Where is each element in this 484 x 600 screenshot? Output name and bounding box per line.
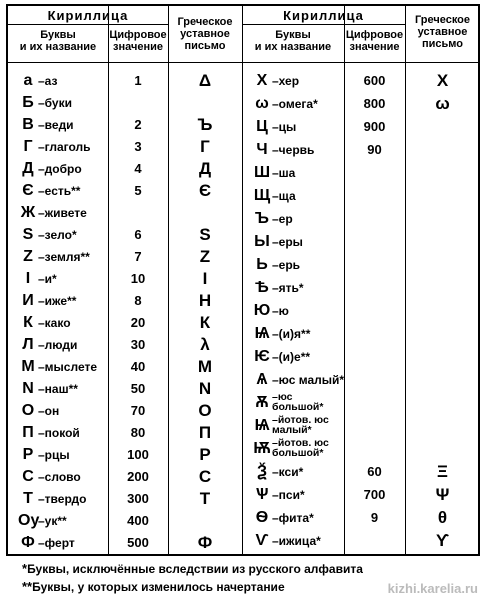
letter-name: –ер [272, 212, 293, 226]
greek-glyph: Ф [197, 533, 213, 552]
letter-name: –покой [38, 426, 80, 440]
numeric-value: 70 [130, 403, 146, 418]
letter-name: –люди [38, 338, 78, 352]
numeric-value: 3 [134, 139, 142, 154]
greek-glyph: Д [198, 159, 212, 178]
numeric-value: 400 [127, 513, 149, 528]
letter-name: –ферт [38, 536, 75, 550]
letter-name: –червь [272, 143, 315, 157]
greek-glyph: Χ [436, 71, 449, 90]
numeric-value: 50 [130, 381, 146, 396]
table-row [8, 117, 480, 137]
letter-name: –кси* [272, 465, 304, 479]
letter-glyph: Ѵ [255, 532, 269, 549]
greek-glyph: Г [200, 137, 210, 156]
numeric-value: 20 [130, 315, 146, 330]
letter-glyph: Ѧ [256, 371, 268, 388]
letters-header-left: Буквы и их название [19, 29, 97, 53]
greek-glyph: Є [198, 181, 212, 200]
numeric-value: 1 [134, 73, 142, 88]
greek-glyph: Ξ [437, 462, 448, 481]
letter-glyph: Ѩ [254, 417, 270, 434]
greek-glyph: Н [198, 291, 212, 310]
letter-glyph: Д [22, 160, 34, 177]
cyrillic-header-left: Кириллица [47, 8, 129, 23]
letter-glyph: Ѥ [254, 348, 270, 365]
letter-name: –рцы [38, 448, 70, 462]
letter-name: –аз [38, 74, 58, 88]
numeric-value: 10 [130, 271, 146, 286]
letter-glyph: Щ [253, 187, 271, 204]
numeric-value: 200 [127, 469, 149, 484]
numeric-value: 5 [134, 183, 142, 198]
greek-glyph: Ѕ [199, 225, 211, 244]
table-row [8, 278, 480, 298]
greek-glyph: І [202, 269, 208, 288]
letter-name: –юс большой* [272, 391, 324, 413]
greek-glyph: ω [435, 94, 450, 113]
letter-name: –буки [38, 96, 72, 110]
letters-header-right: Буквы и их название [254, 29, 332, 53]
letter-glyph: Оу [18, 512, 40, 529]
letter-name: –мыслете [38, 360, 98, 374]
letter-name: –ща [272, 189, 296, 203]
table-row [8, 232, 480, 252]
greek-glyph: Т [199, 489, 211, 508]
letter-name: –пси* [272, 488, 305, 502]
letter-glyph: Ш [253, 164, 271, 181]
letter-glyph: И [22, 292, 34, 309]
letter-name: –хер [272, 74, 300, 88]
table-row [8, 94, 480, 114]
numeric-value: 30 [130, 337, 146, 352]
letter-name: –еры [272, 235, 303, 249]
greek-glyph: С [198, 467, 212, 486]
letter-name: –йотов. юс большой* [272, 437, 329, 459]
table-row [8, 439, 480, 459]
numeric-value: 900 [363, 119, 386, 134]
letter-glyph: а [23, 72, 33, 89]
letter-glyph: Ѫ [255, 394, 269, 411]
numeric-value: 60 [367, 464, 382, 479]
table-row [8, 140, 480, 160]
numeric-value: 300 [127, 491, 149, 506]
letter-name: –фита* [272, 511, 314, 525]
letter-name: –земля** [38, 250, 90, 264]
table-row [8, 370, 480, 390]
letter-glyph: Т [23, 490, 33, 507]
greek-header-right: Греческое уставное письмо [414, 14, 471, 50]
letter-name: –слово [38, 470, 81, 484]
footnotes [22, 560, 363, 596]
numeric-value: 90 [367, 142, 382, 157]
letter-glyph: П [22, 424, 34, 441]
numeric-value: 7 [134, 249, 142, 264]
digit-header-left: Цифровое значение [109, 29, 167, 53]
numeric-value: 100 [127, 447, 149, 462]
greek-glyph: Р [199, 445, 211, 464]
greek-glyph: П [198, 423, 212, 442]
letter-glyph: Ц [256, 118, 268, 135]
letter-name: –ша [272, 166, 296, 180]
numeric-value: 9 [370, 510, 379, 525]
table-row [8, 209, 480, 229]
digit-header-right: Цифровое значение [345, 29, 404, 53]
letter-glyph: Ѕ [22, 226, 34, 243]
greek-glyph: λ [200, 335, 210, 354]
letter-glyph: Ф [21, 534, 35, 551]
letter-glyph: О [21, 402, 35, 419]
letter-name: –ю [272, 304, 289, 318]
letter-name: –зело* [38, 228, 77, 242]
letter-name: –и* [38, 272, 57, 286]
table-row [8, 531, 480, 551]
table-row [8, 71, 480, 91]
letter-glyph: Ѩ [254, 325, 270, 342]
letter-name: –ерь [272, 258, 301, 272]
letter-name: –како [38, 316, 71, 330]
letter-glyph: Х [256, 72, 268, 89]
letter-glyph: Б [22, 94, 34, 111]
numeric-value: 6 [134, 227, 142, 242]
letter-glyph: Ѳ [255, 509, 269, 526]
table-row [8, 347, 480, 367]
letter-name: –живете [38, 206, 87, 220]
numeric-value: 2 [134, 117, 142, 132]
letter-name: –омега* [272, 97, 318, 111]
table-row [8, 163, 480, 183]
letter-glyph: Ч [256, 141, 268, 158]
letter-glyph: Ь [256, 256, 268, 273]
letter-name: –твердо [38, 492, 87, 506]
footnote-one: *Буквы, исключённые вследствии из русского алфавита [22, 561, 363, 576]
letter-glyph: Ъ [255, 210, 269, 227]
letter-name: –иже** [38, 294, 77, 308]
letter-name: –(и)е** [272, 350, 311, 364]
table-row [8, 255, 480, 275]
letter-name: –цы [272, 120, 297, 134]
numeric-value: 8 [134, 293, 142, 308]
numeric-value: 500 [127, 535, 149, 550]
alphabet-table [6, 4, 480, 556]
letter-name: –есть** [38, 184, 81, 198]
letter-glyph: Ѯ [256, 463, 268, 480]
letter-name: –ук** [38, 514, 67, 528]
footnote-two: **Буквы, у которых изменилось начертание [22, 579, 285, 594]
greek-glyph: О [198, 401, 212, 420]
letter-glyph: М [21, 358, 35, 375]
letter-name: –наш** [38, 382, 78, 396]
letter-glyph: Л [22, 336, 34, 353]
table-row [8, 462, 480, 482]
letter-glyph: Ѱ [255, 486, 269, 503]
table-row [8, 508, 480, 528]
greek-glyph: Ψ [435, 485, 450, 504]
table-row [8, 186, 480, 206]
greek-glyph: N [198, 379, 212, 398]
letter-glyph: Ы [254, 233, 270, 250]
greek-glyph: К [199, 313, 211, 332]
numeric-value: 800 [363, 96, 386, 111]
numeric-value: 700 [363, 487, 386, 502]
letter-glyph: Z [23, 248, 33, 265]
letter-name: –веди [38, 118, 74, 132]
letter-name: –йотов. юс малый* [272, 414, 329, 436]
letter-glyph: С [22, 468, 34, 485]
letter-name: –ижица* [272, 534, 321, 548]
letter-name: –добро [38, 162, 82, 176]
numeric-value: 80 [130, 425, 146, 440]
greek-glyph: Δ [198, 71, 212, 90]
letter-glyph: N [22, 380, 34, 397]
numeric-value: 40 [130, 359, 146, 374]
greek-glyph: Z [199, 247, 211, 266]
letter-glyph: Р [22, 446, 34, 463]
letter-glyph: Ж [20, 204, 36, 221]
greek-header-left: Греческое уставное письмо [177, 16, 233, 52]
table-row [8, 324, 480, 344]
cyrillic-header-right: Кириллица [283, 8, 364, 23]
letter-glyph: Ѭ [253, 440, 271, 457]
letter-glyph: Г [23, 138, 33, 155]
letter-name: –глаголь [38, 140, 91, 154]
table-row [8, 416, 480, 436]
letter-glyph: І [25, 270, 31, 287]
letter-glyph: Ю [253, 302, 271, 319]
greek-glyph: Ъ [197, 115, 213, 134]
numeric-value: 4 [134, 161, 142, 176]
letter-name: –он [38, 404, 60, 418]
numeric-value: 600 [363, 73, 386, 88]
letter-glyph: Є [22, 182, 34, 199]
letter-glyph: Ѣ [255, 279, 269, 296]
watermark: kizhi.karelia.ru [387, 581, 478, 596]
greek-glyph: М [197, 357, 213, 376]
letter-glyph: ω [255, 95, 269, 112]
letter-name: –(и)я** [272, 327, 311, 341]
table-row [8, 485, 480, 505]
greek-glyph: ϒ [435, 531, 450, 550]
letter-name: –юс малый* [272, 373, 345, 387]
table-row [8, 301, 480, 321]
letter-glyph: К [23, 314, 33, 331]
letter-glyph: В [22, 116, 34, 133]
table-row [8, 393, 480, 413]
greek-glyph: θ [437, 508, 448, 527]
letter-name: –ять* [272, 281, 304, 295]
